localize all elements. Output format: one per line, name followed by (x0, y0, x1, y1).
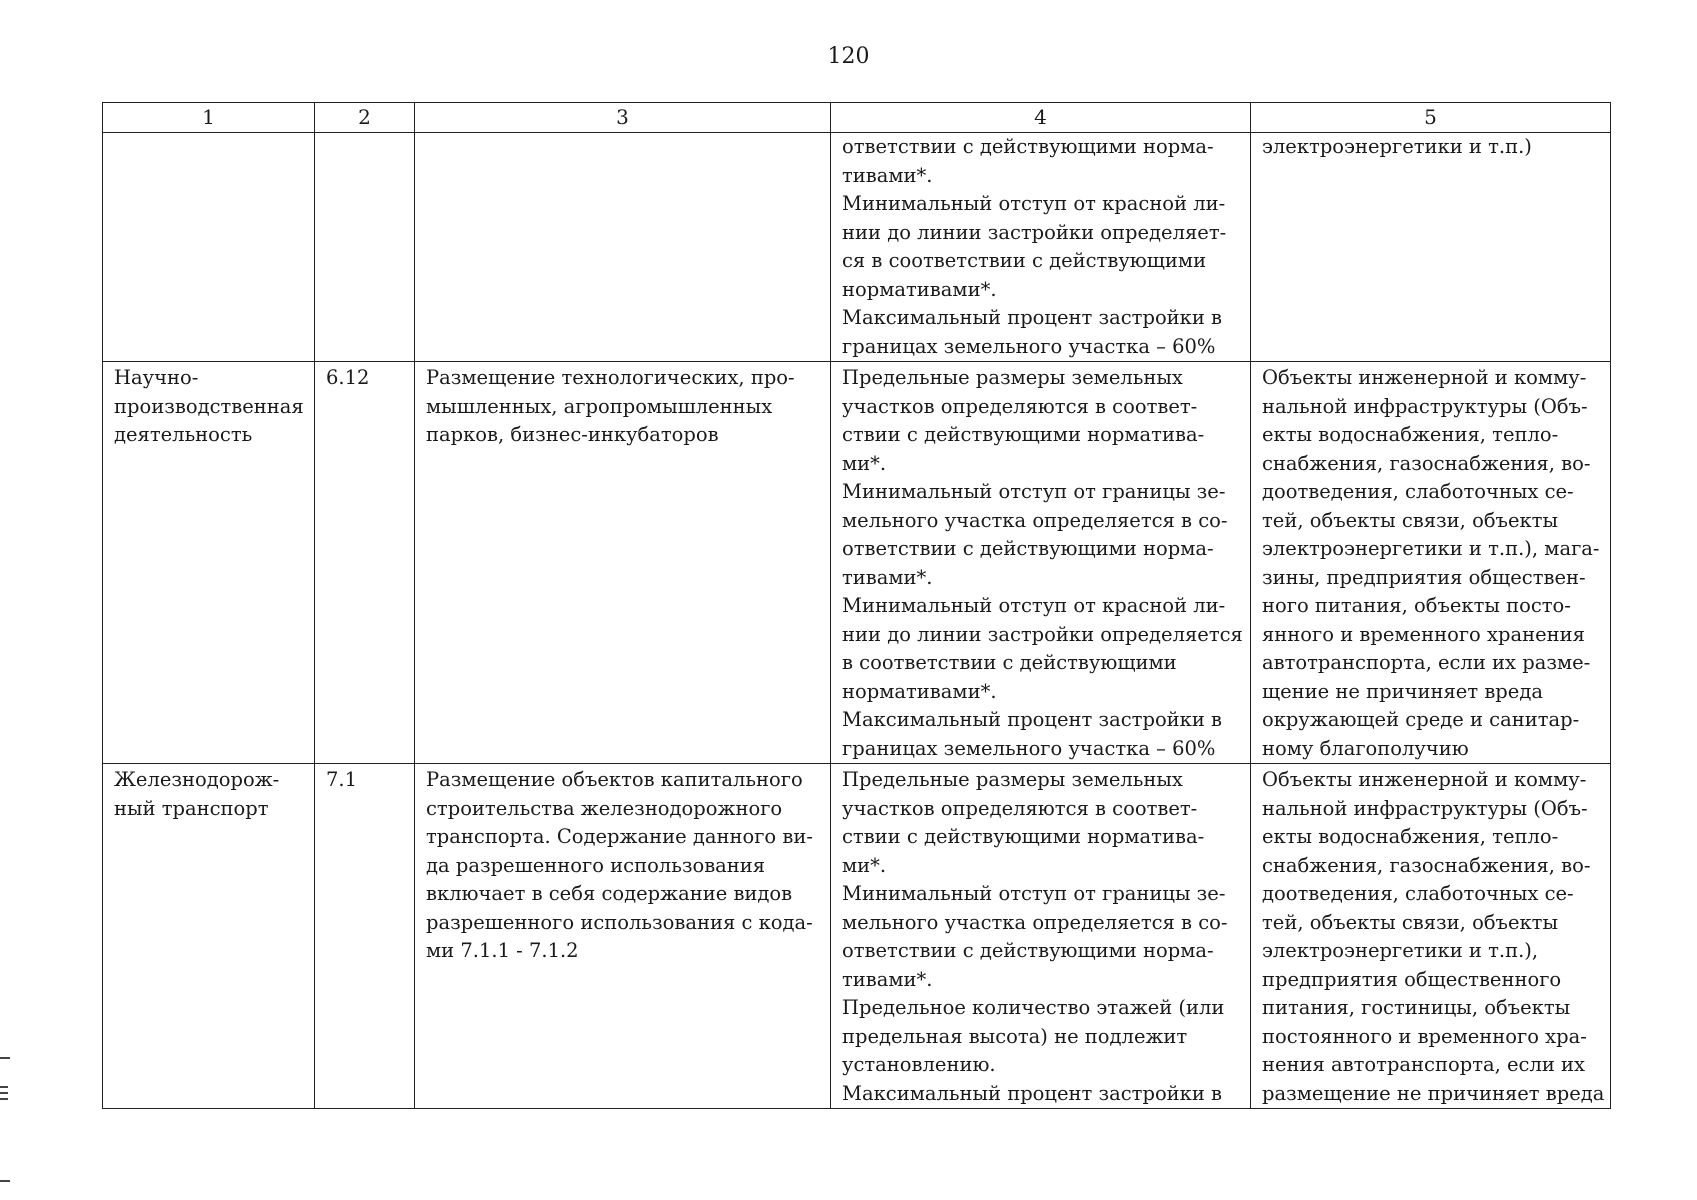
cell-text-line: тей, объекты связи, объекты (1262, 508, 1558, 532)
land-use-table (102, 102, 1611, 1109)
cell-text-line: производственная (114, 394, 304, 418)
cell-text-line: включает в себя содержание видов (426, 882, 793, 905)
cell-text-line: участков определяются в соответ- (842, 796, 1198, 820)
cell-text-line: екты водоснабжения, тепло- (1262, 825, 1559, 848)
cell-text-line: строительства железнодорожного (426, 796, 783, 820)
header-col-1: 1 (103, 103, 315, 133)
cell-text-line: электроэнергетики и т.п.) (1262, 135, 1532, 158)
cell-text-line: ми*. (842, 451, 887, 475)
scan-edge-mark (0, 1180, 10, 1182)
cell-text-line: доотведения, слаботочных се- (1262, 480, 1574, 503)
cell-text-line: Объекты инженерной и комму- (1262, 768, 1587, 791)
cell-text-line: Научно- (114, 366, 199, 389)
cell-text-line: тивами*. (842, 565, 933, 589)
cell-text-line: екты водоснабжения, тепло- (1262, 423, 1559, 446)
table-cell-col-4 (831, 362, 1251, 764)
header-col-4: 4 (831, 103, 1251, 133)
cell-text-line: транспорта. Содержание данного ви- (426, 825, 813, 848)
cell-text-line: 6.12 (326, 366, 370, 389)
table-cell-col-2 (315, 764, 415, 1109)
cell-text-line: постоянного и временного хра- (1262, 1024, 1587, 1048)
scan-edge-mark (0, 1086, 8, 1088)
scan-edge-mark (0, 1098, 8, 1100)
table-cell-col-2 (315, 133, 415, 362)
cell-text-line: тивами*. (842, 163, 933, 187)
cell-text-line: ного питания, объекты посто- (1262, 594, 1571, 617)
cell-text-line: Предельные размеры земельных (842, 366, 1183, 389)
header-col-3: 3 (415, 103, 831, 133)
cell-text-line: Максимальный процент застройки в (842, 708, 1223, 731)
table-cell-col-3 (415, 133, 831, 362)
cell-text-line: парков, бизнес-инкубаторов (426, 423, 719, 446)
cell-text-line: границах земельного участка – 60% (842, 736, 1216, 760)
table-cell-col-3 (415, 764, 831, 1109)
cell-text-line: щение не причиняет вреда (1262, 679, 1543, 703)
table-cell-col-2 (315, 362, 415, 764)
cell-text-line: Объекты инженерной и комму- (1262, 366, 1587, 389)
cell-text-line: тей, объекты связи, объекты (1262, 910, 1558, 934)
table-row-continuation (103, 133, 1611, 362)
cell-text-line: снабжения, газоснабжения, во- (1262, 853, 1591, 877)
cell-text-line: мышленных, агропромышленных (426, 394, 773, 418)
table-cell-col-4 (831, 133, 1251, 362)
cell-text-line: разрешенного использования с кода- (426, 910, 813, 934)
cell-text-line: янного и временного хранения (1262, 622, 1585, 646)
cell-text-line: ответствии с действующими норма- (842, 537, 1214, 560)
cell-text-line: ся в соответствии с действующими (842, 249, 1207, 272)
cell-text-line: да разрешенного использования (426, 853, 766, 877)
cell-text-line: мельного участка определяется в со- (842, 910, 1228, 934)
cell-text-line: Максимальный процент застройки в (842, 1081, 1223, 1105)
scan-edge-mark (0, 1057, 10, 1059)
cell-text-line: размещение не причиняет вреда (1262, 1081, 1605, 1105)
cell-text-line: деятельность (114, 423, 253, 446)
cell-text-line: Предельное количество этажей (или (842, 996, 1225, 1019)
cell-text-line: электроэнергетики и т.п.), (1262, 939, 1539, 962)
scan-edge-mark (0, 1092, 8, 1094)
cell-text-line: Размещение объектов капитального (426, 768, 803, 791)
cell-text-line: автотранспорта, если их разме- (1262, 651, 1591, 674)
cell-text-line: Минимальный отступ от границы зе- (842, 480, 1226, 503)
cell-text-line: Минимальный отступ от границы зе- (842, 882, 1226, 905)
cell-text-line: участков определяются в соответ- (842, 394, 1198, 418)
cell-text-line: ми*. (842, 853, 887, 877)
cell-text-line: Железнодорож- (114, 768, 280, 791)
cell-text-line: Предельные размеры земельных (842, 768, 1183, 791)
cell-text-line: установлению. (842, 1053, 996, 1076)
table-header-row (103, 103, 1611, 133)
cell-text-line: питания, гостиницы, объекты (1262, 996, 1571, 1019)
table-cell-col-1 (103, 764, 315, 1109)
cell-text-line: нения автотранспорта, если их (1262, 1053, 1586, 1076)
table-row-railway-transport (103, 764, 1611, 1109)
cell-text-line: Размещение технологических, про- (426, 366, 795, 389)
cell-text-line: Минимальный отступ от красной ли- (842, 594, 1226, 617)
cell-text-line: нормативами*. (842, 679, 997, 703)
header-col-2: 2 (315, 103, 415, 133)
table-cell-col-1 (103, 362, 315, 764)
cell-text-line: доотведения, слаботочных се- (1262, 882, 1574, 905)
cell-text-line: нии до линии застройки определяется (842, 622, 1243, 646)
table-cell-col-1 (103, 133, 315, 362)
cell-text-line: ному благополучию (1262, 736, 1469, 760)
cell-text-line: Максимальный процент застройки в (842, 306, 1223, 329)
table-cell-col-4 (831, 764, 1251, 1109)
table-cell-col-5 (1251, 764, 1611, 1109)
cell-text-line: ствии с действующими норматива- (842, 825, 1205, 848)
cell-text-line: ответствии с действующими норма- (842, 939, 1214, 962)
page-number: 120 (827, 44, 870, 69)
cell-text-line: нальной инфраструктуры (Объ- (1262, 394, 1588, 418)
cell-text-line: предприятия общественного (1262, 967, 1562, 991)
cell-text-line: ответствии с действующими норма- (842, 135, 1214, 158)
cell-text-line: Минимальный отступ от красной ли- (842, 192, 1226, 215)
cell-text-line: ствии с действующими норматива- (842, 423, 1205, 446)
header-col-5: 5 (1251, 103, 1611, 133)
table-row-science-production (103, 362, 1611, 764)
cell-text-line: зины, предприятия обществен- (1262, 565, 1586, 589)
cell-text-line: нии до линии застройки определяет- (842, 220, 1227, 244)
cell-text-line: предельная высота) не подлежит (842, 1024, 1188, 1048)
cell-text-line: ный транспорт (114, 796, 269, 820)
cell-text-line: мельного участка определяется в со- (842, 508, 1228, 532)
cell-text-line: нальной инфраструктуры (Объ- (1262, 796, 1588, 820)
table-cell-col-3 (415, 362, 831, 764)
cell-text-line: границах земельного участка – 60% (842, 334, 1216, 358)
cell-text-line: окружающей среде и санитар- (1262, 708, 1580, 731)
cell-text-line: снабжения, газоснабжения, во- (1262, 451, 1591, 475)
cell-text-line: 7.1 (326, 768, 358, 791)
cell-text-line: нормативами*. (842, 277, 997, 301)
cell-text-line: в соответствии с действующими (842, 651, 1177, 674)
table-cell-col-5 (1251, 362, 1611, 764)
cell-text-line: ми 7.1.1 - 7.1.2 (426, 939, 579, 962)
cell-text-line: тивами*. (842, 967, 933, 991)
cell-text-line: электроэнергетики и т.п.), мага- (1262, 537, 1600, 560)
table-cell-col-5 (1251, 133, 1611, 362)
